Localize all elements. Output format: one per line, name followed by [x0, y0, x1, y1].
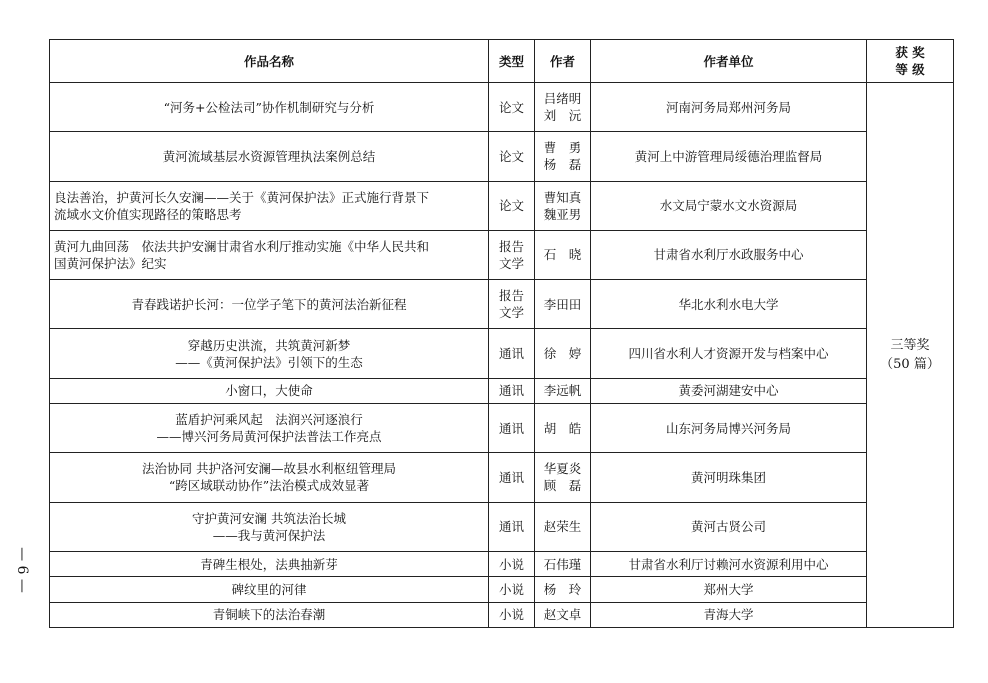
- cell-title: [50, 230, 489, 279]
- cell-unit: 黄委河湖建安中心: [591, 378, 867, 403]
- author-name: 刘 沅: [543, 108, 582, 124]
- cell-type: 论文: [489, 132, 535, 181]
- cell-type: 小说: [489, 551, 535, 576]
- cell-unit: 黄河明珠集团: [591, 453, 867, 502]
- cell-author: [535, 230, 591, 279]
- cell-author: [535, 83, 591, 132]
- title-line: “跨区域联动协作”法治模式成效显著: [168, 478, 370, 494]
- title-line: 碑纹里的河律: [231, 581, 307, 597]
- cell-unit: 华北水利水电大学: [591, 280, 867, 329]
- cell-title: [50, 378, 489, 403]
- title-line: ——《黄河保护法》引领下的生态: [175, 354, 363, 370]
- cell-author: [535, 551, 591, 576]
- author-name: 胡 皓: [543, 420, 582, 436]
- title-line: 青春践诺护长河：一位学子笔下的黄河法治新征程: [131, 296, 407, 312]
- cell-type: 论文: [489, 181, 535, 230]
- cell-title: [50, 502, 489, 551]
- cell-author: [535, 280, 591, 329]
- cell-unit: 青海大学: [591, 602, 867, 627]
- cell-unit: 甘肃省水利厅水政服务中心: [591, 230, 867, 279]
- cell-type: 小说: [489, 602, 535, 627]
- header-award: [867, 40, 954, 83]
- author-name: 杨 磊: [543, 157, 582, 173]
- author-name: 赵荣生: [543, 519, 582, 535]
- author-name: 石伟瑾: [543, 556, 582, 572]
- cell-title: [50, 329, 489, 378]
- table-row: [50, 502, 954, 551]
- cell-title: [50, 602, 489, 627]
- title-line: 流域水文价值实现路径的策略思考: [54, 206, 242, 222]
- cell-author: [535, 577, 591, 602]
- cell-unit: 郑州大学: [591, 577, 867, 602]
- cell-author: [535, 502, 591, 551]
- header-type: 类型: [489, 40, 535, 83]
- cell-type: 报告文学: [489, 280, 535, 329]
- table-row: [50, 602, 954, 627]
- title-line: 守护黄河安澜 共筑法治长城: [192, 510, 346, 526]
- author-name: 华夏炎: [543, 461, 582, 477]
- header-row: [50, 40, 954, 83]
- author-name: 曹知真: [543, 189, 582, 205]
- table-row: [50, 577, 954, 602]
- title-line: ——我与黄河保护法: [212, 527, 326, 543]
- table-row: [50, 453, 954, 502]
- cell-type: 通讯: [489, 453, 535, 502]
- cell-title: [50, 132, 489, 181]
- table-row: [50, 132, 954, 181]
- header-title: 作品名称: [50, 40, 489, 83]
- header-award-line1: 获 奖: [895, 45, 925, 60]
- title-line: 黄河流域基层水资源管理执法案例总结: [162, 148, 376, 164]
- page-number: — 6 —: [14, 547, 30, 593]
- author-name: 魏亚男: [543, 206, 582, 222]
- cell-unit: 黄河上中游管理局绥德治理监督局: [591, 132, 867, 181]
- cell-type: 通讯: [489, 329, 535, 378]
- cell-title: [50, 453, 489, 502]
- cell-type: 小说: [489, 577, 535, 602]
- table-row: [50, 230, 954, 279]
- cell-unit: 山东河务局博兴河务局: [591, 404, 867, 453]
- author-name: 吕绪明: [543, 91, 582, 107]
- cell-title: [50, 404, 489, 453]
- title-line: 小窗口，大使命: [225, 383, 313, 399]
- cell-author: [535, 378, 591, 403]
- award-level: 三等奖: [890, 338, 930, 353]
- table-row: [50, 404, 954, 453]
- cell-type: 报告文学: [489, 230, 535, 279]
- title-line: 穿越历史洪流，共筑黄河新梦: [187, 337, 351, 353]
- award-count: （50 篇）: [880, 357, 940, 372]
- title-line: 良法善治，护黄河长久安澜——关于《黄河保护法》正式施行背景下: [54, 189, 430, 205]
- cell-author: [535, 404, 591, 453]
- cell-unit: 水文局宁蒙水文水资源局: [591, 181, 867, 230]
- table-row: [50, 551, 954, 576]
- cell-title: [50, 181, 489, 230]
- cell-author: [535, 181, 591, 230]
- author-name: 杨 玲: [543, 581, 582, 597]
- header-author: 作者: [535, 40, 591, 83]
- title-line: 国黄河保护法》纪实: [54, 255, 167, 271]
- cell-title: [50, 551, 489, 576]
- cell-unit: 黄河古贤公司: [591, 502, 867, 551]
- table-row: [50, 378, 954, 403]
- author-name: 赵文卓: [543, 607, 582, 623]
- cell-type: 通讯: [489, 404, 535, 453]
- table-row: [50, 280, 954, 329]
- cell-unit: 甘肃省水利厅讨赖河水资源利用中心: [591, 551, 867, 576]
- cell-award: [867, 83, 954, 628]
- cell-title: [50, 577, 489, 602]
- cell-unit: 四川省水利人才资源开发与档案中心: [591, 329, 867, 378]
- cell-author: [535, 453, 591, 502]
- cell-title: [50, 83, 489, 132]
- cell-unit: 河南河务局郑州河务局: [591, 83, 867, 132]
- awards-table: [49, 39, 954, 628]
- table-row: [50, 181, 954, 230]
- title-line: “河务+公检法司”协作机制研究与分析: [163, 99, 375, 115]
- title-line: 青碑生根处，法典抽新芽: [200, 556, 338, 572]
- cell-title: [50, 280, 489, 329]
- cell-type: 通讯: [489, 378, 535, 403]
- cell-type: 论文: [489, 83, 535, 132]
- header-award-line2: 等 级: [895, 62, 925, 77]
- title-line: 黄河九曲回荡 依法共护安澜甘肃省水利厅推动实施《中华人民共和: [54, 238, 430, 254]
- cell-type: 通讯: [489, 502, 535, 551]
- author-name: 李田田: [543, 296, 582, 312]
- author-name: 石 晓: [543, 247, 582, 263]
- title-line: 青铜峡下的法治春潮: [212, 607, 326, 623]
- author-name: 徐 婷: [543, 346, 582, 362]
- cell-author: [535, 602, 591, 627]
- author-name: 顾 磊: [543, 478, 582, 494]
- title-line: 法治协同 共护洛河安澜—故县水利枢纽管理局: [142, 461, 396, 477]
- author-name: 曹 勇: [543, 140, 582, 156]
- header-unit: 作者单位: [591, 40, 867, 83]
- cell-author: [535, 329, 591, 378]
- table-row: [50, 329, 954, 378]
- title-line: 蓝盾护河乘风起 法润兴河逐浪行: [175, 412, 363, 428]
- cell-author: [535, 132, 591, 181]
- author-name: 李远帆: [543, 383, 582, 399]
- table-row: [50, 83, 954, 132]
- title-line: ——博兴河务局黄河保护法普法工作亮点: [156, 429, 382, 445]
